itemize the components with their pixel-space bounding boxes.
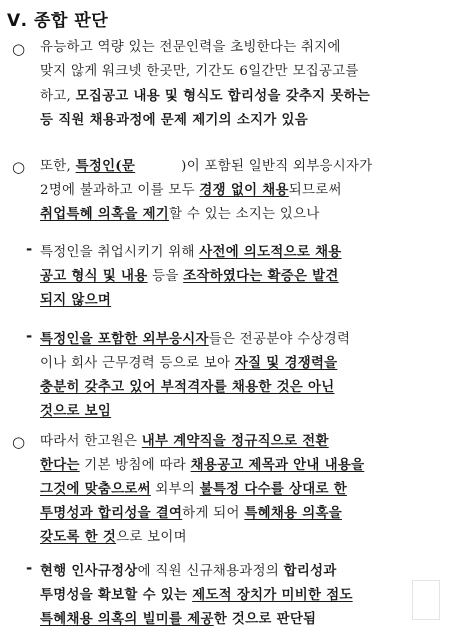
text-run: 에 직원 신규채용과정의 bbox=[137, 564, 284, 579]
text-run: 2명에 불과하고 이를 모두 bbox=[40, 183, 200, 198]
text-run: 또한, bbox=[40, 159, 76, 174]
underlined-text: 특정인(문 bbox=[75, 158, 136, 174]
bold-text: 현행 인사규정상 bbox=[40, 563, 138, 579]
circle-bullet: ○ bbox=[12, 158, 26, 176]
text-line bbox=[40, 453, 364, 478]
underlined-text: 사전에 의도적으로 채용 bbox=[199, 244, 342, 260]
text-run: 기본 방침에 따라 bbox=[79, 458, 191, 473]
underlined-text: 불특정 다수를 상대로 한 bbox=[199, 481, 347, 497]
circle-bullet: ○ bbox=[12, 40, 26, 58]
underlined-text: 투명성과 합리성을 결여 bbox=[40, 505, 183, 521]
underlined-text-line: 되지 않으며 bbox=[40, 292, 112, 308]
bold-text: 합리성과 bbox=[283, 563, 337, 579]
underlined-text: 제도적 장치가 미비한 점도 bbox=[192, 587, 353, 603]
underlined-text: 경쟁 없이 채용 bbox=[199, 182, 289, 198]
underlined-text: 한다는 bbox=[40, 457, 80, 473]
dash-bullet: - bbox=[26, 327, 33, 345]
redaction-box bbox=[135, 158, 181, 172]
bold-text: 투명성을 확보할 수 있는 bbox=[40, 587, 193, 603]
underlined-text: 공고 형식 및 내용 bbox=[40, 268, 148, 284]
text-line bbox=[40, 202, 320, 227]
bold-text-line: 등 직원 채용과정에 문제 제기의 소지가 있음 bbox=[40, 112, 309, 128]
text-line bbox=[40, 559, 337, 584]
underlined-text-line: 것으로 보임 bbox=[40, 403, 112, 419]
text-line bbox=[40, 501, 342, 526]
text-line bbox=[40, 84, 370, 109]
text-run: 등을 bbox=[147, 269, 184, 284]
underlined-text: 특혜채용 의혹의 빌미를 제공 bbox=[40, 611, 214, 627]
text-run: 외부의 bbox=[150, 482, 200, 497]
text-line: 유능하고 역량 있는 전문인력을 초빙한다는 취지에 bbox=[40, 40, 341, 55]
text-line bbox=[40, 154, 372, 179]
bold-text: 한 것으로 판단됨 bbox=[213, 611, 317, 627]
text-run: 따라서 한고원은 bbox=[40, 434, 142, 449]
text-line bbox=[40, 525, 187, 550]
dash-bullet: - bbox=[26, 559, 33, 577]
underlined-text-line: 충분히 갖추고 있어 부적격자를 채용한 것은 아닌 bbox=[40, 379, 335, 395]
bold-text: 모집공고 내용 및 형식도 합리성을 갖추지 못하는 bbox=[75, 88, 371, 104]
underlined-text: 그것에 맞춤으로써 bbox=[40, 481, 151, 497]
text-line bbox=[40, 351, 337, 376]
text-line bbox=[40, 583, 353, 608]
text-run: 이나 회사 근무경력 등으로 보아 bbox=[40, 356, 235, 371]
section-heading: Ⅴ. 종합 판단 bbox=[7, 11, 109, 31]
text-line: 맞지 않게 워크넷 한곳만, 기간도 6일간만 모집공고를 bbox=[40, 64, 359, 79]
underlined-text: 내부 계약직을 정규직으로 전환 bbox=[141, 433, 329, 449]
text-run: 되므로써 bbox=[288, 183, 342, 198]
text-run: 하게 되어 bbox=[182, 506, 245, 521]
text-line bbox=[40, 240, 342, 265]
text-line bbox=[40, 264, 339, 289]
text-run: )이 포함된 일반직 외부응시자가 bbox=[181, 159, 373, 174]
circle-bullet: ○ bbox=[12, 433, 26, 451]
text-line bbox=[40, 327, 350, 352]
watermark-logo bbox=[412, 580, 440, 620]
text-line bbox=[40, 178, 342, 203]
underlined-text: 특혜채용 의혹을 bbox=[244, 505, 342, 521]
underlined-text: 특정인을 포함한 외부응시자 bbox=[40, 331, 209, 347]
dash-bullet: - bbox=[26, 240, 33, 258]
text-run: 특정인을 취업시키기 위해 bbox=[40, 245, 200, 260]
text-line bbox=[40, 429, 329, 454]
text-line bbox=[40, 607, 316, 632]
underlined-text: 자질 및 경쟁력을 bbox=[234, 355, 338, 371]
underlined-text: 취업특혜 의혹을 제기 bbox=[40, 206, 170, 222]
text-run: 하고, bbox=[40, 89, 76, 104]
text-run: 으로 보이며 bbox=[116, 530, 187, 545]
underlined-text: 조작하였다는 확증은 발견 bbox=[183, 268, 339, 284]
text-run: 들은 전공분야 수상경력 bbox=[208, 332, 351, 347]
underlined-text: 채용공고 제목과 안내 내용을 bbox=[190, 457, 365, 473]
text-run: 할 수 있는 소지는 있으나 bbox=[169, 207, 320, 222]
underlined-text: 갖도록 한 것 bbox=[40, 529, 117, 545]
text-line bbox=[40, 477, 347, 502]
